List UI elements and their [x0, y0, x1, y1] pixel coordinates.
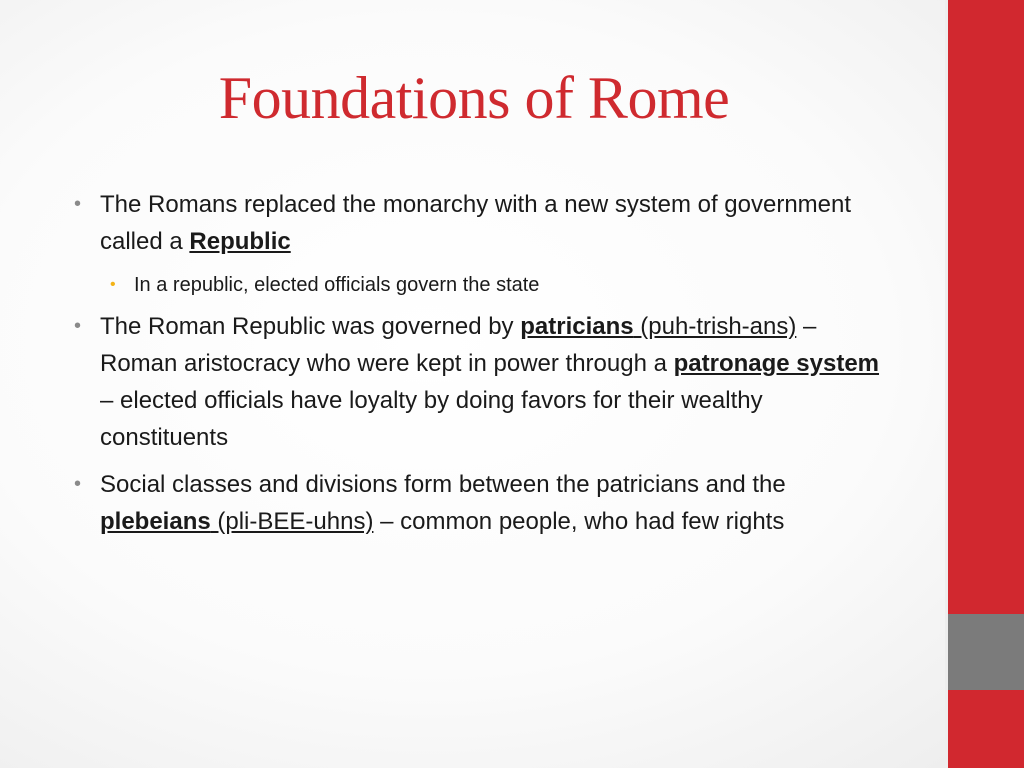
bullet-icon: •	[74, 473, 82, 495]
bullet-3-text-b: – common people, who had few rights	[373, 508, 785, 535]
bullet-icon: •	[74, 315, 82, 337]
bullet-item-3	[72, 466, 892, 540]
bullet-2-text-a: The Roman Republic was governed by	[100, 313, 521, 340]
slide-title: Foundations of Rome	[218, 65, 730, 131]
bullet-1-text: The Romans replaced the monarchy with a new system of government called a	[100, 191, 852, 255]
bullet-3-text-a: Social classes and divisions form between the patricians and the	[100, 471, 786, 498]
pronunciation-patricians: (puh-trish-ans)	[633, 313, 797, 340]
term-patronage-system: patronage system	[673, 350, 880, 377]
slide-body	[72, 186, 892, 550]
bullet-item-1	[72, 186, 892, 260]
sub-bullet-icon: •	[110, 276, 116, 293]
sidebar-red-bottom-bar	[948, 690, 1024, 768]
term-plebeians: plebeians	[100, 508, 211, 535]
sidebar-red-top-bar	[948, 0, 1024, 614]
sidebar-gray-block	[948, 614, 1024, 690]
term-republic: Republic	[189, 228, 291, 255]
bullet-icon: •	[74, 193, 82, 215]
sub-bullet-item-1	[72, 270, 892, 300]
pronunciation-plebeians: (pli-BEE-uhns)	[210, 508, 374, 535]
term-patricians: patricians	[520, 313, 634, 340]
bullet-2-text-c: – elected officials have loyalty by doing favors for their wealthy constituents	[100, 387, 763, 451]
bullet-item-2	[72, 308, 892, 456]
sub-bullet-1-text: In a republic, elected officials govern the state	[134, 274, 540, 296]
bullet-2-text-b: – Roman aristocracy who were kept in power through a	[100, 313, 817, 377]
